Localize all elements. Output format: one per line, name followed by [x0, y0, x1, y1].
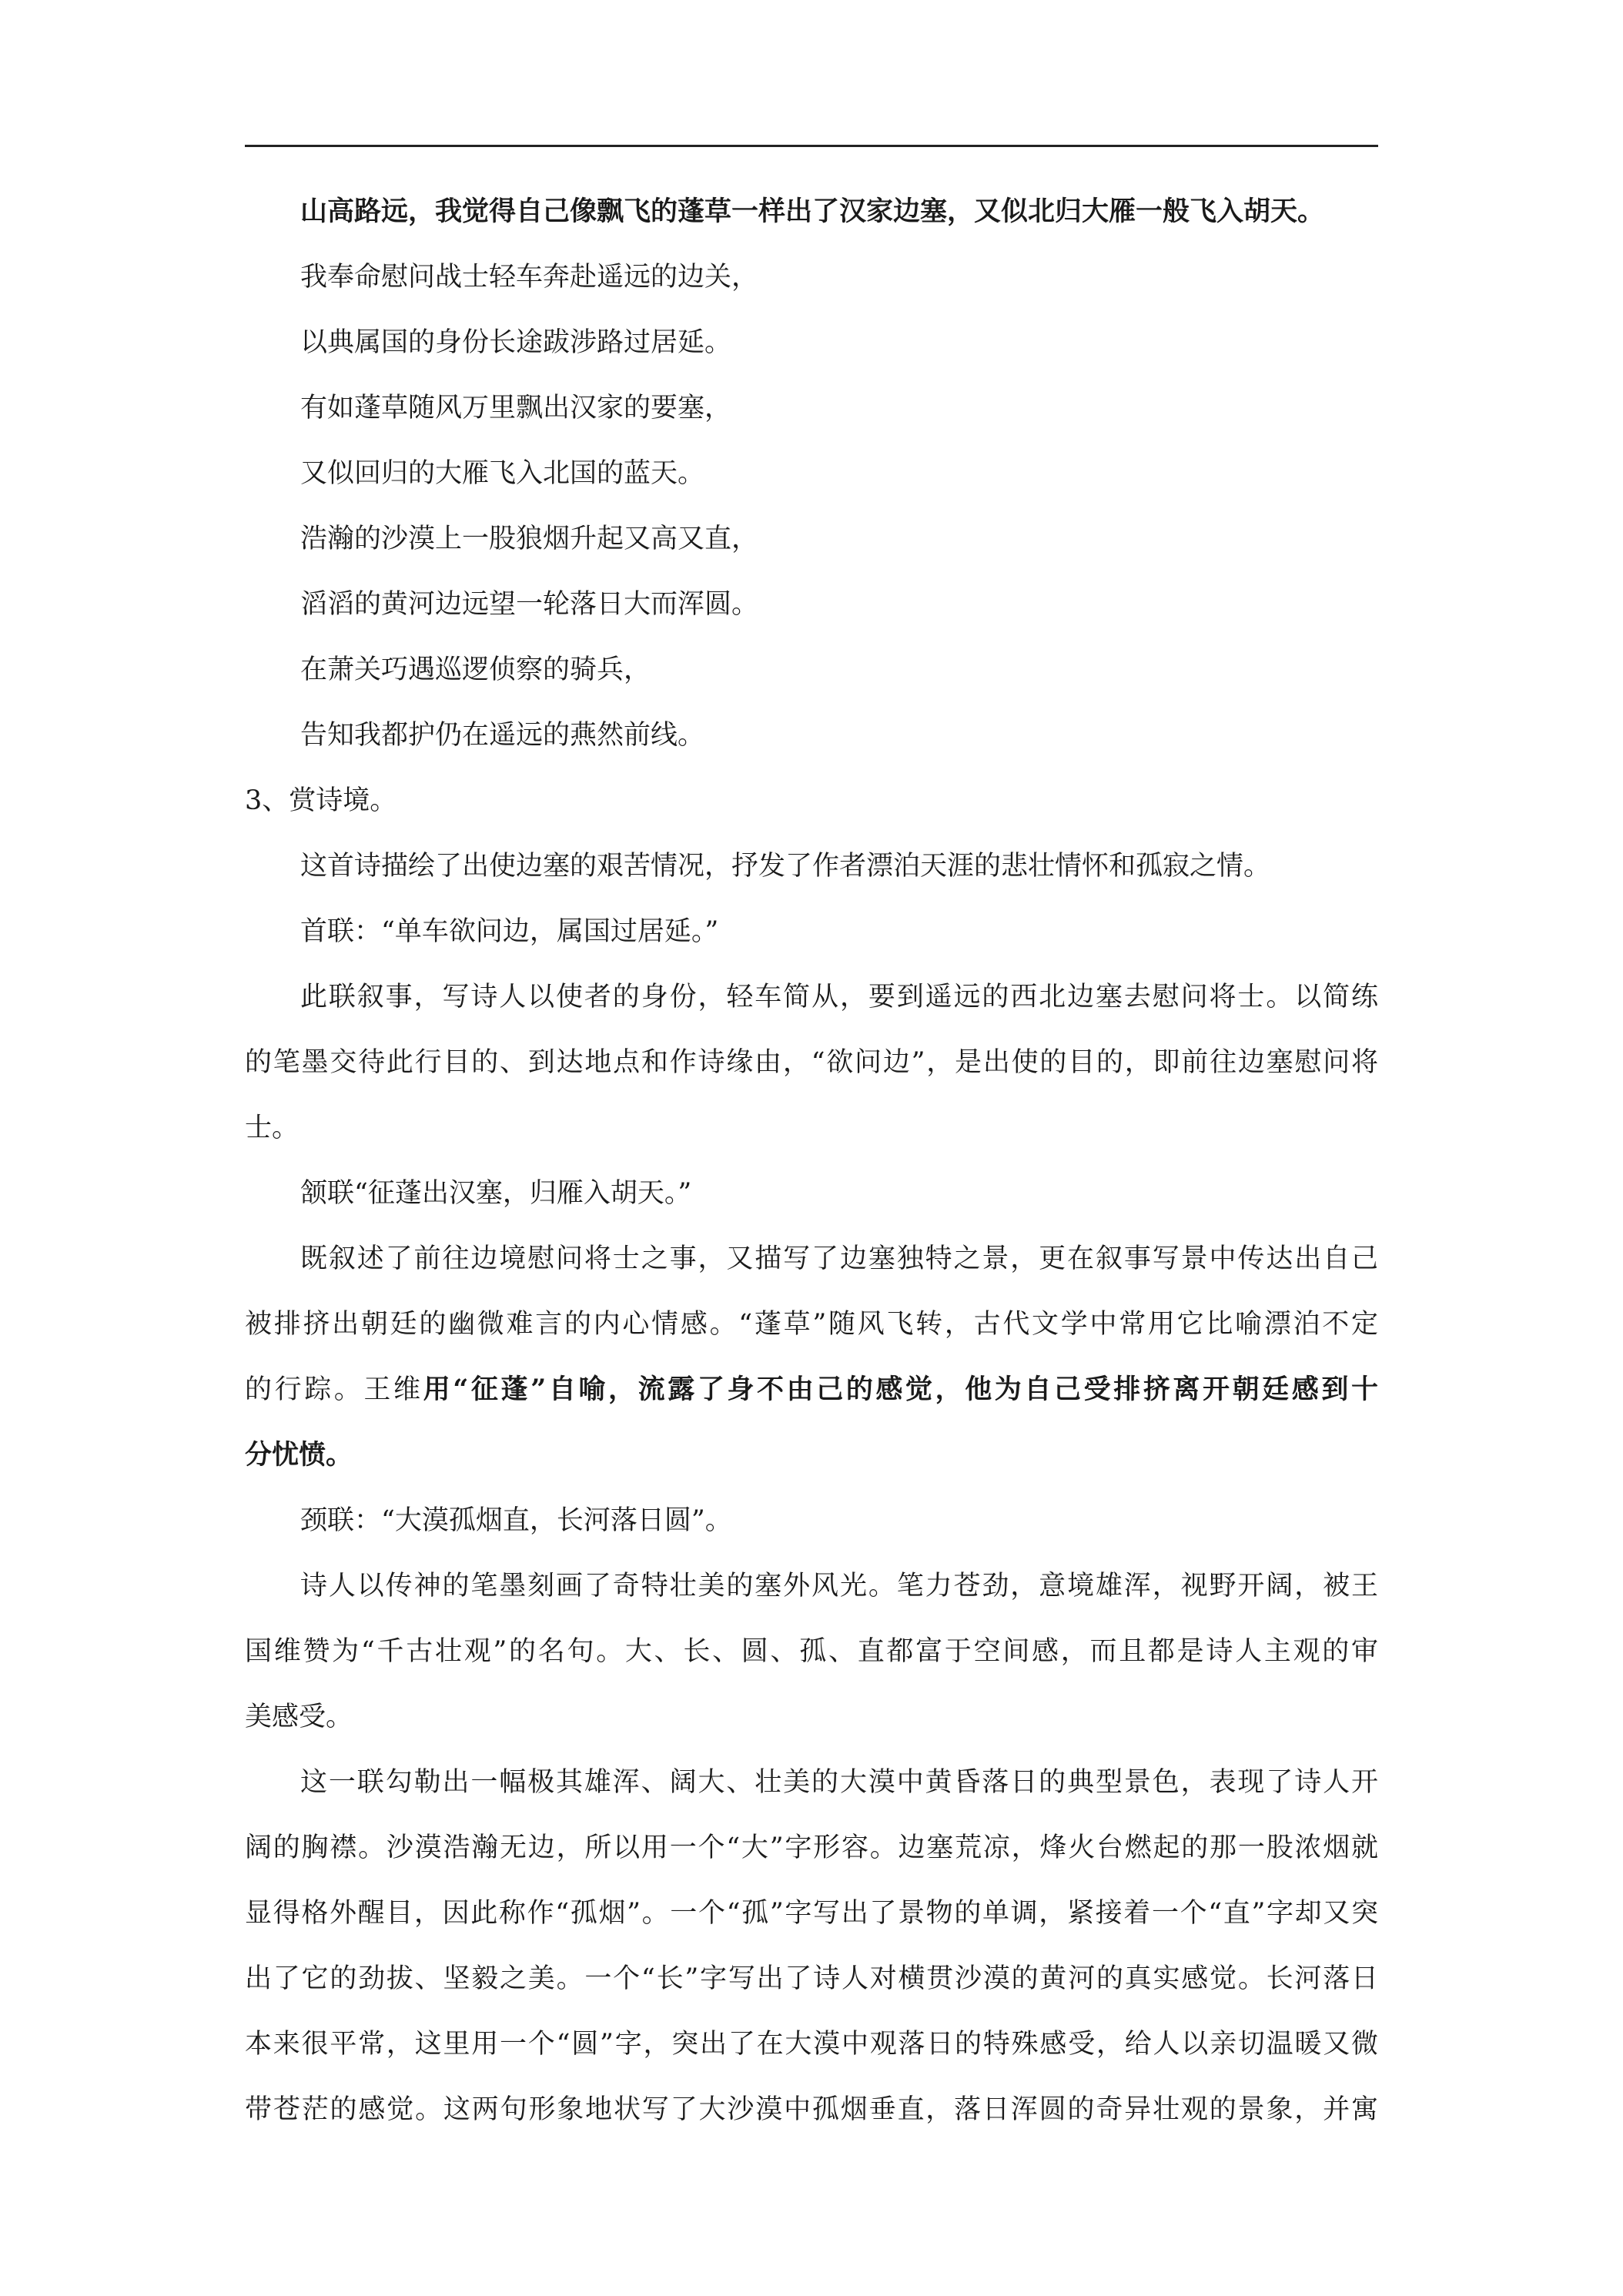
paragraph-line: 阔的胸襟。沙漠浩瀚无边，所以用一个“大”字形容。边塞荒凉，烽火台燃起的那一股浓烟就	[245, 1832, 1378, 1863]
paragraph-line: 这首诗描绘了出使边塞的艰苦情况，抒发了作者漂泊天涯的悲壮情怀和孤寂之情。	[300, 851, 1271, 882]
section-heading: 3、赏诗境。	[245, 785, 397, 816]
paragraph-line: 在萧关巧遇巡逻侦察的骑兵，	[300, 654, 651, 685]
paragraph-line: 出了它的劲拔、坚毅之美。一个“长”字写出了诗人对横贯沙漠的黄河的真实感觉。长河落日	[245, 1963, 1378, 1994]
paragraph-line: 带苍茫的感觉。这两句形象地状写了大沙漠中孤烟垂直，落日浑圆的奇异壮观的景象，并寓	[245, 2094, 1378, 2125]
header-rule	[245, 145, 1378, 147]
paragraph-line: 告知我都护仍在遥远的燕然前线。	[300, 720, 705, 751]
paragraph-line: 士。	[245, 1113, 300, 1143]
paragraph-line: 有如蓬草随风万里飘出汉家的要塞，	[300, 393, 732, 423]
paragraph-line: 分忧愤。	[245, 1439, 353, 1471]
paragraph-line: 此联叙事，写诗人以使者的身份，轻车简从，要到遥远的西北边塞去慰问将士。以简练	[300, 982, 1378, 1012]
paragraph-line: 显得格外醒目，因此称作“孤烟”。一个“孤”字写出了景物的单调，紧接着一个“直”字却又突	[245, 1898, 1378, 1929]
paragraph-line: 这一联勾勒出一幅极其雄浑、阔大、壮美的大漠中黄昏落日的典型景色，表现了诗人开	[300, 1767, 1378, 1798]
paragraph-line: 诗人以传神的笔墨刻画了奇特壮美的塞外风光。笔力苍劲，意境雄浑，视野开阔，被王	[300, 1571, 1378, 1602]
paragraph-line: 的笔墨交待此行目的、到达地点和作诗缘由，“欲问边”，是出使的目的，即前往边塞慰问将	[245, 1047, 1378, 1078]
paragraph-line	[245, 1371, 1378, 1409]
paragraph-line: 又似回归的大雁飞入北国的蓝天。	[300, 458, 705, 489]
normal-text: 的行踪。王维	[245, 1374, 423, 1405]
paragraph-line: 滔滔的黄河边远望一轮落日大而浑圆。	[300, 589, 759, 620]
paragraph-line: 山高路远，我觉得自己像飘飞的蓬草一样出了汉家边塞，又似北归大雁一般飞入胡天。	[300, 196, 1325, 227]
paragraph-line: 颈联：“大漠孤烟直，长河落日圆”。	[300, 1505, 732, 1536]
paragraph-line: 本来很平常，这里用一个“圆”字，突出了在大漠中观落日的特殊感受，给人以亲切温暖又微	[245, 2029, 1378, 2060]
paragraph-line: 以典属国的身份长途跋涉路过居延。	[300, 327, 732, 358]
paragraph-line: 国维赞为“千古壮观”的名句。大、长、圆、孤、直都富于空间感，而且都是诗人主观的审	[245, 1636, 1378, 1667]
bold-text: 用“征蓬”自喻，流露了身不由己的感觉，他为自己受排挤离开朝廷感到十	[423, 1374, 1378, 1405]
paragraph-line: 既叙述了前往边境慰问将士之事，又描写了边塞独特之景，更在叙事写景中传达出自己	[300, 1243, 1378, 1274]
paragraph-line: 颔联“征蓬出汉塞，归雁入胡天。”	[300, 1178, 692, 1209]
paragraph-line: 浩瀚的沙漠上一股狼烟升起又高又直，	[300, 524, 759, 554]
paragraph-line: 被排挤出朝廷的幽微难言的内心情感。“蓬草”随风飞转，古代文学中常用它比喻漂泊不定	[245, 1309, 1378, 1340]
paragraph-line: 首联：“单车欲问边，属国过居延。”	[300, 916, 719, 947]
paragraph-line: 美感受。	[245, 1702, 353, 1732]
paragraph-line: 我奉命慰问战士轻车奔赴遥远的边关，	[300, 262, 759, 293]
